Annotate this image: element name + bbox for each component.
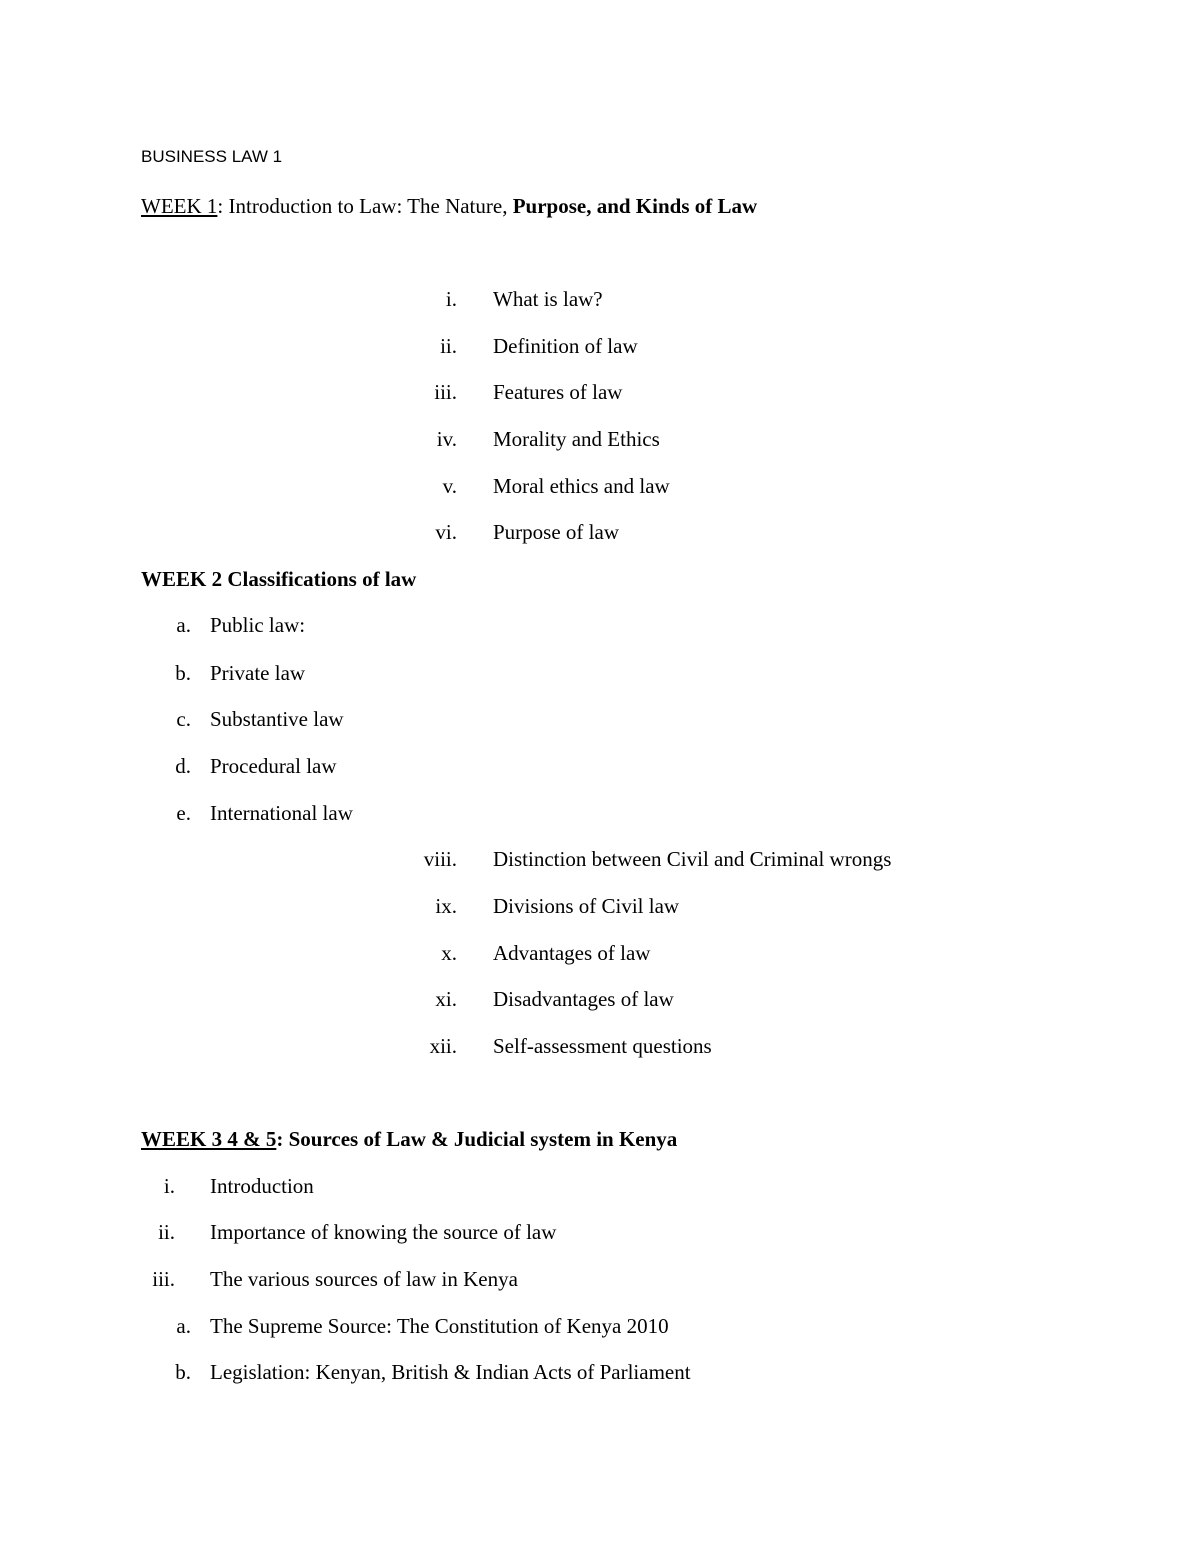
list-item: Self-assessment questions (493, 1034, 712, 1058)
list-marker: viii. (423, 847, 457, 871)
week1-colon: : (217, 194, 229, 218)
list-item: Distinction between Civil and Criminal wrongs (493, 847, 892, 871)
week1-heading (141, 196, 757, 217)
list-item: Features of law (493, 380, 623, 404)
list-marker: b. (175, 1360, 191, 1384)
list-item: Purpose of law (493, 520, 619, 544)
list-marker: a. (176, 613, 191, 637)
list-item: Introduction (210, 1174, 314, 1198)
list-marker: iii. (152, 1267, 175, 1291)
list-marker: b. (175, 661, 191, 685)
list-item: Substantive law (210, 707, 344, 731)
list-marker: ix. (435, 894, 457, 918)
list-item: Advantages of law (493, 941, 651, 965)
week345-colon: : (276, 1127, 289, 1151)
list-item: Public law: (210, 613, 306, 637)
list-marker: xii. (429, 1034, 457, 1058)
week345-title: Sources of Law & Judicial system in Kenya (288, 1127, 678, 1151)
list-marker: v. (442, 474, 457, 498)
list-item: What is law? (493, 287, 603, 311)
week345-label: WEEK 3 4 & 5 (141, 1127, 277, 1151)
list-item: Procedural law (210, 754, 337, 778)
list-item: The various sources of law in Kenya (210, 1267, 518, 1291)
list-item: Divisions of Civil law (493, 894, 680, 918)
list-item: Importance of knowing the source of law (210, 1220, 557, 1244)
list-marker: vi. (435, 520, 457, 544)
week1-label: WEEK 1 (141, 194, 218, 218)
week345-heading (141, 1129, 677, 1150)
list-marker: i. (163, 1174, 175, 1198)
list-item: Morality and Ethics (493, 427, 660, 451)
list-marker: i. (445, 287, 457, 311)
list-item: Definition of law (493, 334, 638, 358)
list-item: The Supreme Source: The Constitution of Kenya 2010 (210, 1314, 669, 1338)
course-title: BUSINESS LAW 1 (141, 147, 283, 166)
list-marker: a. (176, 1314, 191, 1338)
list-marker: d. (175, 754, 191, 778)
list-item: Legislation: Kenyan, British & Indian Acts of Parliament (210, 1360, 691, 1384)
list-marker: ii. (158, 1220, 175, 1244)
list-marker: iii. (434, 380, 457, 404)
list-marker: x. (441, 941, 457, 965)
list-marker: e. (176, 801, 191, 825)
list-marker: iv. (436, 427, 457, 451)
list-item: Disadvantages of law (493, 987, 674, 1011)
list-marker: xi. (435, 987, 457, 1011)
list-marker: c. (176, 707, 191, 731)
week2-heading: WEEK 2 Classifications of law (141, 567, 417, 591)
week1-title-bold: Purpose, and Kinds of Law (512, 194, 758, 218)
list-item: Moral ethics and law (493, 474, 670, 498)
list-item: International law (210, 801, 353, 825)
week1-title-plain: Introduction to Law: The Nature, (228, 194, 513, 218)
list-marker: ii. (440, 334, 457, 358)
list-item: Private law (210, 661, 306, 685)
